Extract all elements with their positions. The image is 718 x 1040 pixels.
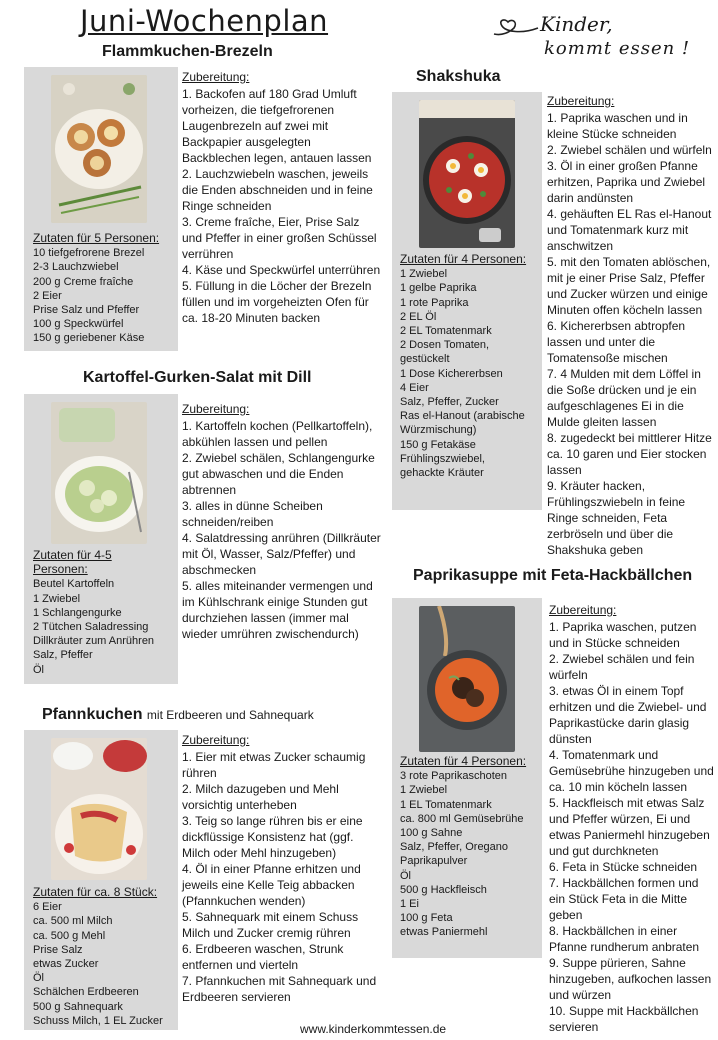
recipe-title-paprikasuppe: Paprikasuppe mit Feta-Hackbällchen — [413, 567, 693, 584]
recipe-photo-kartoffel — [51, 402, 147, 544]
ingredient-item: 1 Ei — [400, 898, 419, 911]
preparation-step: 2. Milch dazugeben und Mehl vorsichtig unterheben — [182, 782, 339, 812]
recipe-card-flammkuchen — [24, 67, 178, 351]
preparation-step: 4. Tomatenmark und Gemüsebrühe hinzugeben und ca. 10 min köcheln lassen — [549, 748, 714, 794]
ingredients-heading: Zutaten für 4-5 Personen: — [33, 548, 112, 577]
ingredient-item: 200 g Creme fraîche — [33, 275, 134, 288]
preparation-step: 2. Zwiebel schälen und fein würfeln — [549, 652, 695, 682]
preparation-step: 5. Sahnequark mit einem Schuss Milch und Zucker cremig rühren — [182, 910, 359, 940]
ingredients-paprikasuppe — [400, 754, 540, 940]
ingredient-item: 500 g Sahnequark — [33, 1000, 123, 1013]
ingredient-item: 100 g Sahne — [400, 827, 463, 840]
ingredients-shakshuka — [400, 252, 540, 480]
preparation-heading: Zubereitung: — [549, 603, 617, 617]
recipe-card-shakshuka — [392, 92, 542, 510]
preparation-step: 5. Füllung in die Löcher der Brezeln füllen und im vorgeheizten Ofen für ca. 18-20 Minuten backen — [182, 279, 372, 325]
ingredient-item: 2 EL Tomatenmark — [400, 325, 492, 338]
ingredient-item: 150 g geriebener Käse — [33, 332, 145, 345]
preparation-step: 4. gehäuften EL Ras el-Hanout und Tomatenmark kurz mit anschwitzen — [547, 207, 712, 253]
ingredient-item: ca. 500 ml Milch — [33, 915, 113, 928]
ingredients-heading: Zutaten für 4 Personen: — [400, 252, 527, 266]
recipe-card-pfannkuchen — [24, 730, 178, 1030]
preparation-heading: Zubereitung: — [547, 94, 615, 108]
ingredient-item: Frühlingszwiebel, — [400, 452, 485, 465]
recipe-title-flammkuchen: Flammkuchen-Brezeln — [102, 43, 273, 60]
ingredient-item: 1 rote Paprika — [400, 296, 469, 309]
ingredient-item: 1 EL Tomatenmark — [400, 798, 492, 811]
recipe-photo-shakshuka — [419, 100, 515, 248]
preparation-step: 3. Öl in einer großen Pfanne erhitzen, Paprika und Zwiebel darin andünsten — [547, 159, 706, 205]
logo — [492, 8, 712, 60]
recipe-title-kartoffel: Kartoffel-Gurken-Salat mit Dill — [83, 369, 312, 386]
recipe-photo-pfannkuchen — [51, 738, 147, 880]
ingredient-item: 100 g Feta — [400, 912, 453, 925]
ingredient-item: 1 Zwiebel — [33, 592, 81, 605]
recipe-title-shakshuka: Shakshuka — [416, 68, 501, 85]
preparation-step: 9. Kräuter hacken, Frühlingszwiebeln in feine Ringe schneiden, Feta zerbröseln und über die Shakshuka geben — [547, 479, 686, 557]
ingredients-heading: Zutaten für 5 Personen: — [33, 231, 160, 245]
preparation-step: 5. mit den Tomaten ablöschen, mit je einer Prise Salz, Pfeffer und Zucker würzen und einige Minuten offen köcheln lassen — [547, 255, 711, 317]
logo-line-1: Kinder, — [540, 12, 613, 36]
preparation-step: 3. etwas Öl in einem Topf erhitzen und die Zwiebel- und Paprikastücke darin glasig dünsten — [549, 684, 707, 746]
preparation-step: 4. Käse und Speckwürfel unterrühren — [182, 263, 381, 277]
ingredient-item: gehackte Kräuter — [400, 467, 484, 480]
preparation-heading: Zubereitung: — [182, 402, 250, 416]
heart-logo-icon — [492, 16, 540, 42]
preparation-flammkuchen — [182, 69, 382, 326]
recipe-title-main: Pfannkuchen — [42, 706, 143, 723]
preparation-step: 7. Pfannkuchen mit Sahnequark und Erdbeeren servieren — [182, 974, 377, 1004]
page-title: Juni-Wochenplan — [80, 4, 329, 38]
ingredient-item: 4 Eier — [400, 381, 429, 394]
preparation-step: 2. Zwiebel schälen und würfeln — [547, 143, 712, 157]
preparation-step: 1. Paprika waschen, putzen und in Stücke schneiden — [549, 620, 697, 650]
preparation-step: 1. Kartoffeln kochen (Pellkartoffeln), abkühlen lassen und pellen — [182, 419, 373, 449]
ingredients-kartoffel — [33, 548, 177, 677]
ingredients-heading: Zutaten für ca. 8 Stück: — [33, 885, 158, 899]
preparation-step: 1. Eier mit etwas Zucker schaumig rühren — [182, 750, 366, 780]
preparation-kartoffel — [182, 401, 382, 642]
ingredient-item: 500 g Hackfleisch — [400, 883, 487, 896]
ingredient-item: Prise Salz — [33, 943, 83, 956]
preparation-step: 5. Hackfleisch mit etwas Salz und Pfeffer würzen, Ei und etwas Paniermehl hinzugeben und gut durchkneten — [549, 796, 710, 858]
ingredient-item: 100 g Speckwürfel — [33, 318, 124, 331]
preparation-step: 6. Kichererbsen abtropfen lassen und unter die Tomatensoße mischen — [547, 319, 686, 365]
preparation-step: 6. Erdbeeren waschen, Strunk entfernen und vierteln — [182, 942, 344, 972]
ingredient-item: Würzmischung) — [400, 424, 477, 437]
ingredient-item: 2 Dosen Tomaten, — [400, 339, 490, 352]
ingredient-item: Beutel Kartoffeln — [33, 578, 115, 591]
preparation-step: 7. Hackbällchen formen und ein Stück Feta in die Mitte geben — [549, 876, 699, 922]
preparation-pfannkuchen — [182, 732, 382, 1005]
preparation-step: 3. Creme fraîche, Eier, Prise Salz und Pfeffer in einer großen Schüssel verrühren — [182, 215, 377, 261]
recipe-title-pfannkuchen — [42, 706, 314, 724]
preparation-step: 5. alles miteinander vermengen und im Kühlschrank einige Stunden gut durchziehen lassen (immer mal wieder umrühren zwischendurch) — [182, 579, 373, 641]
ingredient-item: 1 Zwiebel — [400, 784, 448, 797]
preparation-shakshuka — [547, 93, 717, 558]
ingredient-item: 2 EL Öl — [400, 310, 437, 323]
preparation-step: 7. 4 Mulden mit dem Löffel in die Soße drücken und je ein aufgeschlagenes Ei in die Mulde gleiten lassen — [547, 367, 701, 429]
preparation-step: 9. Suppe pürieren, Sahne hinzugeben, aufkochen lassen und würzen — [549, 956, 712, 1002]
ingredient-item: 1 gelbe Paprika — [400, 282, 477, 295]
ingredient-item: ca. 800 ml Gemüsebrühe — [400, 812, 524, 825]
recipe-photo-flammkuchen — [51, 75, 147, 223]
preparation-heading: Zubereitung: — [182, 733, 250, 747]
ingredient-item: Öl — [33, 972, 44, 985]
ingredient-item: Schälchen Erdbeeren — [33, 986, 139, 999]
ingredient-item: 1 Zwiebel — [400, 268, 448, 281]
ingredient-item: Salz, Pfeffer, Oregano — [400, 841, 509, 854]
ingredient-item: 2-3 Lauchzwiebel — [33, 261, 119, 274]
ingredient-item: Schuss Milch, 1 EL Zucker — [33, 1014, 163, 1027]
ingredient-item: 2 Tütchen Saladressing — [33, 621, 149, 634]
preparation-step: 4. Öl in einer Pfanne erhitzen und jeweils eine Kelle Teig abbacken (Pfannkuchen wenden) — [182, 862, 361, 908]
ingredient-item: 1 Dose Kichererbsen — [400, 367, 503, 380]
preparation-step: 8. Hackbällchen in einer Pfanne rundherum anbraten — [549, 924, 700, 954]
recipe-subtitle: mit Erdbeeren und Sahnequark — [146, 708, 314, 722]
ingredient-item: 1 Schlangengurke — [33, 606, 122, 619]
ingredient-item: 2 Eier — [33, 289, 62, 302]
ingredient-item: 10 tiefgefrorene Brezel — [33, 247, 145, 260]
preparation-step: 6. Feta in Stücke schneiden — [549, 860, 698, 874]
logo-line-2: kommt essen ! — [544, 38, 691, 59]
ingredients-pfannkuchen — [33, 885, 177, 1028]
preparation-step: 8. zugedeckt bei mittlerer Hitze ca. 10 garen und Eier stocken lassen — [547, 431, 712, 477]
ingredient-item: 150 g Fetakäse — [400, 438, 476, 451]
ingredients-heading: Zutaten für 4 Personen: — [400, 754, 527, 768]
ingredient-item: ca. 500 g Mehl — [33, 929, 106, 942]
preparation-step: 3. alles in dünne Scheiben schneiden/reiben — [182, 499, 323, 529]
ingredient-item: 6 Eier — [33, 901, 62, 914]
ingredient-item: Salz, Pfeffer — [33, 649, 93, 662]
footer-website-link[interactable]: www.kinderkommtessen.de — [300, 1022, 447, 1036]
ingredient-item: Öl — [33, 663, 44, 676]
recipe-photo-paprikasuppe — [419, 606, 515, 752]
ingredient-item: Salz, Pfeffer, Zucker — [400, 396, 499, 409]
ingredients-flammkuchen — [33, 231, 177, 346]
ingredient-item: 3 rote Paprikaschoten — [400, 770, 508, 783]
ingredient-item: Dillkräuter zum Anrühren — [33, 635, 155, 648]
ingredient-item: Öl — [400, 869, 411, 882]
recipe-card-kartoffel — [24, 394, 178, 684]
ingredient-item: Ras el-Hanout (arabische — [400, 410, 525, 423]
preparation-step: 1. Backofen auf 180 Grad Umluft vorheizen, die tiefgefrorenen Laugenbrezeln auf zwei mit Backpapier ausgelegten Backblechen legen, antauen lassen — [182, 87, 372, 165]
ingredient-item: etwas Paniermehl — [400, 926, 488, 939]
preparation-paprikasuppe — [549, 602, 717, 1035]
ingredient-item: etwas Zucker — [33, 958, 99, 971]
recipe-card-paprikasuppe — [392, 598, 542, 958]
preparation-heading: Zubereitung: — [182, 70, 250, 84]
ingredient-item: gestückelt — [400, 353, 450, 366]
preparation-step: 2. Zwiebel schälen, Schlangengurke gut abwaschen und die Enden abtrennen — [182, 451, 375, 497]
preparation-step: 10. Suppe mit Hackbällchen servieren — [549, 1004, 699, 1034]
preparation-step: 4. Salatdressing anrühren (Dillkräuter mit Öl, Wasser, Salz/Pfeffer) und abschmecken — [182, 531, 381, 577]
ingredient-item: Paprikapulver — [400, 855, 468, 868]
preparation-step: 1. Paprika waschen und in kleine Stücke schneiden — [547, 111, 688, 141]
ingredient-item: Prise Salz und Pfeffer — [33, 304, 140, 317]
preparation-step: 3. Teig so lange rühren bis er eine dickflüssige Konsistenz hat (ggf. Milch oder Mehl hinzugeben) — [182, 814, 363, 860]
preparation-step: 2. Lauchzwiebeln waschen, jeweils die Enden abschneiden und in feine Ringe schneiden — [182, 167, 373, 213]
